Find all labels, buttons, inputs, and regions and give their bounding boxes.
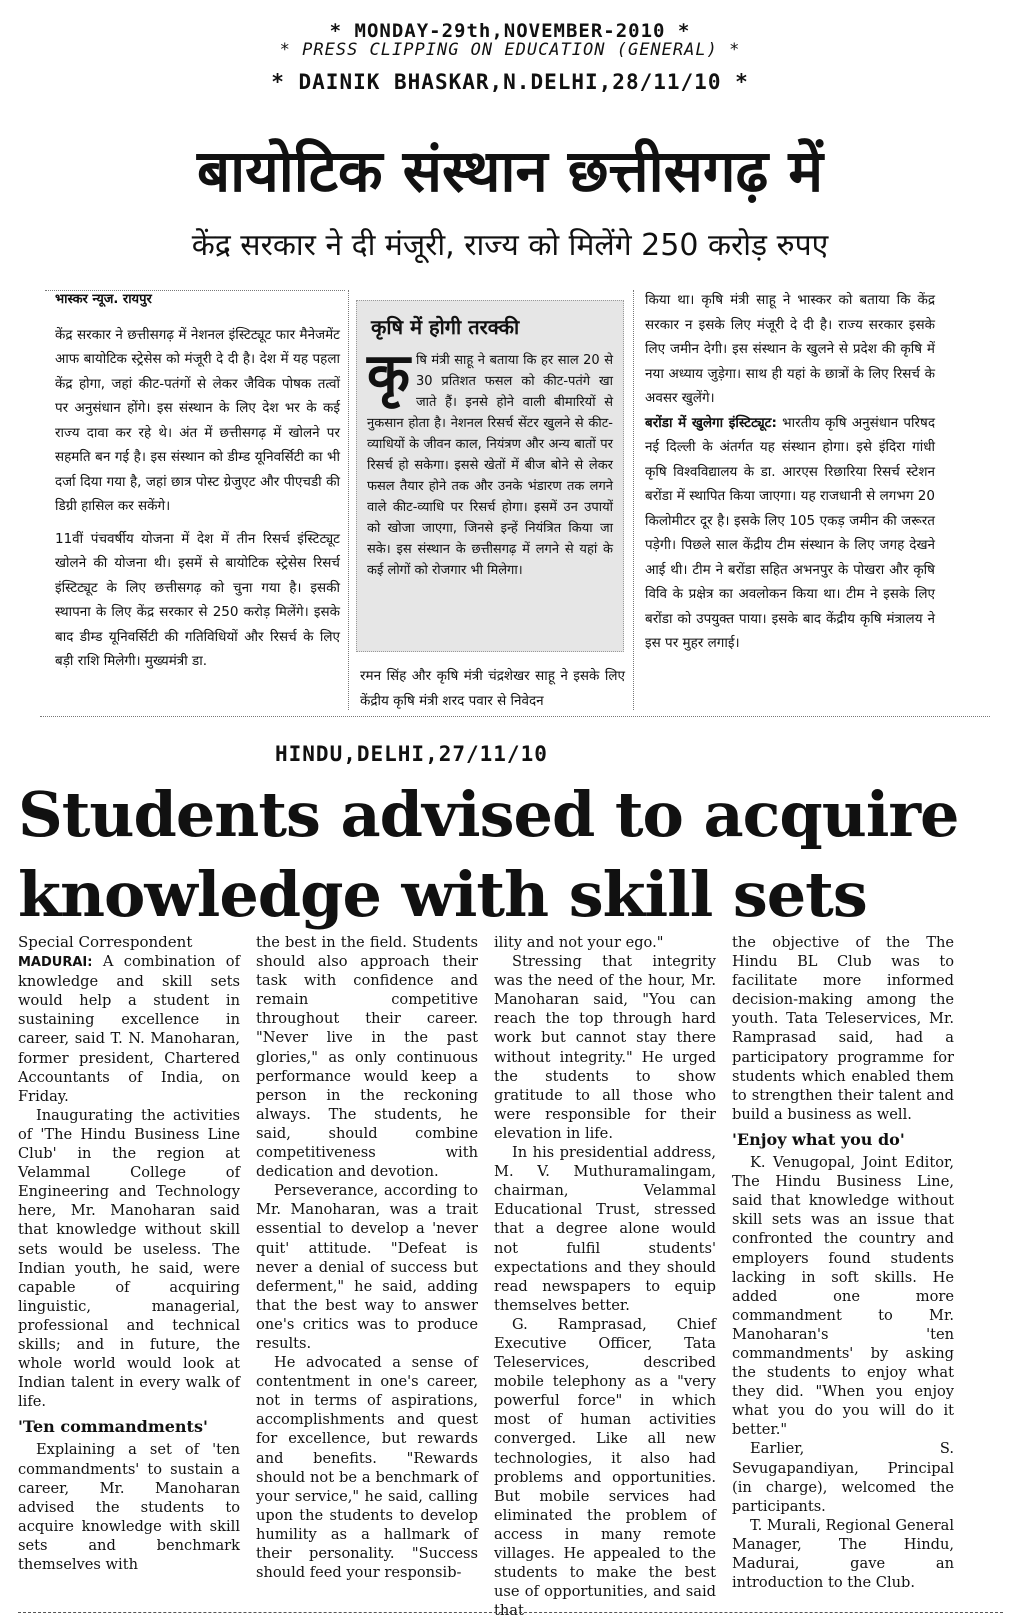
english-paragraph: In his presidential address, M. V. Muthuramalingam, chairman, Velammal Educational Trust, stressed that a degree alone would not fulfil students' expectations and they should read newspapers to equip themselves better. <box>494 1144 716 1314</box>
english-paragraph: the best in the field. Students should also approach their task with confidence and remain competitive throughout their career. "Never live in the past glories," as only continuous performance would keep a person in the reckoning always. The students, he said, should combine competitiveness with dedication and devotion. <box>256 934 478 1181</box>
clipping-date: * MONDAY-29th,NOVEMBER-2010 * <box>329 20 691 42</box>
english-paragraph: K. Venugopal, Joint Editor, The Hindu Business Line, said that knowledge without skill sets was an issue that confronted the country and employers found students lacking in soft skills. He added one more commandment to Mr. Manoharan's 'ten commandments' by asking the students to enjoy what they did. "When you enjoy what you do you will do it better." <box>732 1154 954 1439</box>
sidebar-box-body <box>367 342 613 581</box>
english-paragraph: the objective of the The Hindu BL Club was to facilitate more informed decision-making among the youth. Tata Teleservices, Mr. Ramprasad said, had a participatory programme for students which enabled them to strengthen their talent and build a business as well. <box>732 934 954 1123</box>
rule <box>45 290 345 291</box>
english-paragraph: G. Ramprasad, Chief Executive Officer, Tata Teleservices, described mobile telephony as a "very powerful force" in which most of human activities converged. Like all new technologies, it also had problems and opportunities. But mobile services had eliminated the problem of access in many remote villages. He appealed to the students to make the best use of opportunities, and said that <box>494 1315 716 1620</box>
hindi-byline: भास्कर न्यूज. रायपुर <box>55 292 152 307</box>
english-paragraph: Earlier, S. Sevugapandiyan, Principal (in charge), welcomed the participants. <box>732 1440 954 1515</box>
dateline: MADURAI: <box>18 955 93 971</box>
english-subhead: 'Enjoy what you do' <box>732 1129 905 1149</box>
english-column-1 <box>18 933 240 1574</box>
hindi-subheadline: केंद्र सरकार ने दी मंजूरी, राज्य को मिलेंगे 250 करोड़ रुपए <box>191 228 829 263</box>
bottom-rule <box>18 1612 1003 1613</box>
hindi-sidebar-box <box>356 300 624 652</box>
headline-line: Students advised to acquire <box>18 778 959 851</box>
english-paragraph: A combination of knowledge and skill sets would help a student in sustaining excellence in career, said T. N. Manoharan, former president, Chartered Accountants of India, on Friday. <box>18 953 240 1105</box>
english-paragraph: Inaugurating the activities of 'The Hindu Business Line Club' in the region at Velammal College of Engineering and Technology here, Mr. Manoharan said that knowledge without skill sets would be useless. The Indian youth, he said, were capable of acquiring linguistic, managerial, professional and technical skills; and in future, the whole world would look at Indian talent in every walk of life. <box>18 1106 240 1411</box>
hindi-paragraph: केंद्र सरकार ने छत्तीसगढ़ में नेशनल इंस्टिट्यूट फार मैनेजमेंट आफ बायोटिक स्ट्रेसेस को मंजूरी दे दी है। देश में यह पहला केंद्र होगा, जहां कीट-पतंगों से लेकर जैविक पोषक तत्वों पर अनुसंधान होंगे। इस संस्थान के लिए देश भर के कई राज्य दावा कर रहे थे। अंत में छत्तीसगढ़ में खोलने पर सहमति बन गई है। इस संस्थान को डीम्ड यूनिवर्सिटी का भी दर्जा दिया गया है, जहां छात्र पोस्ट ग्रेजुएट और पीएचडी की डिग्री हासिल कर सकेंगे। <box>55 326 340 514</box>
sidebar-box-title: कृषि में होगी तरक्की <box>371 315 520 339</box>
hindi-column-2-bottom <box>360 664 625 713</box>
english-paragraph: T. Murali, Regional General Manager, The Hindu, Madurai, gave an introduction to the Club. <box>732 1516 954 1592</box>
english-paragraph: Stressing that integrity was the need of the hour, Mr. Manoharan said, "You can reach the top through hard work but cannot stay there without integrity." He urged the students to show gratitude to all those who were responsible for their elevation in life. <box>494 953 716 1142</box>
rule <box>40 716 990 717</box>
english-paragraph: Explaining a set of 'ten commandments' to sustain a career, Mr. Manoharan advised the students to acquire knowledge with skill sets and benchmark themselves with <box>18 1441 240 1573</box>
english-byline: Special Correspondent <box>18 933 193 951</box>
hindi-column-3 <box>645 288 935 656</box>
column-divider <box>633 290 634 710</box>
english-column-3 <box>494 933 716 1620</box>
source-hindu: HINDU,DELHI,27/11/10 <box>275 742 548 766</box>
hindi-paragraph: किया था। कृषि मंत्री साहू ने भास्कर को बताया कि केंद्र सरकार न इसके लिए मंजूरी दे दी है। राज्य सरकार इसके लिए जमीन देगी। इस संस्थान के खुलने से प्रदेश की कृषि में नया अध्याय जुड़ेगा। साथ ही यहां के छात्रों के लिए रिसर्च के अवसर खुलेंगे। <box>645 292 935 406</box>
source-dainik-bhaskar: * DAINIK BHASKAR,N.DELHI,28/11/10 * <box>271 70 749 94</box>
hindi-column-1 <box>55 288 340 674</box>
english-paragraph: Perseverance, according to Mr. Manoharan, was a trait essential to develop a 'never quit' attitude. "Defeat is never a denial of success but deferment," he said, adding that the best way to answer one's critics was to produce results. <box>256 1182 478 1352</box>
hindi-paragraph: 11वीं पंचवर्षीय योजना में देश में तीन रिसर्च इंस्टिट्यूट खोलने की योजना थी। इसमें से बायोटिक स्ट्रेसेस रिसर्च इंस्टिट्यूट के लिए छत्तीसगढ़ को चुना गया है। इसकी स्थापना के लिए केंद्र सरकार से 250 करोड़ मिलेंगे। इसके बाद डीम्ड यूनिवर्सिटी की गतिविधियों और रिसर्च के लिए बड़ी राशि मिलेगी। मुख्यमंत्री डा. <box>55 530 340 669</box>
clipping-category: * PRESS CLIPPING ON EDUCATION (GENERAL) * <box>279 40 741 60</box>
dropcap: कृ <box>367 342 411 407</box>
headline-line: knowledge with skill sets <box>18 858 867 931</box>
hindi-paragraph: रमन सिंह और कृषि मंत्री चंद्रशेखर साहू ने इसके लिए केंद्रीय कृषि मंत्री शरद पवार से निवेदन <box>360 668 625 709</box>
english-column-4 <box>732 933 954 1592</box>
english-subhead: 'Ten commandments' <box>18 1417 208 1437</box>
english-column-2 <box>256 933 478 1582</box>
hindi-subhead: बरोंडा में खुलेगा इंस्टिट्यूट: <box>645 414 777 431</box>
hindi-paragraph: भारतीय कृषि अनुसंधान परिषद नई दिल्ली के अंतर्गत यह संस्थान होगा। इसे इंदिरा गांधी कृषि विश्वविद्यालय के डा. आरएस रिछारिया रिसर्च स्टेशन बरोंडा में स्थापित किया जाएगा। यह राजधानी से लगभग 20 किलोमीटर दूर है। इसके लिए 105 एकड़ जमीन की जरूरत पड़ेगी। पिछले साल केंद्रीय टीम संस्थान के लिए जगह देखने आई थी। टीम ने बरोंडा सहित अभनपुर के पोखरा और कृषि विवि के प्रक्षेत्र का अवलोकन किया था। टीम ने इसके लिए बरोंडा को उपयुक्त पाया। इसके बाद केंद्रीय कृषि मंत्रालय ने इस पर मुहर लगाई। <box>645 414 936 651</box>
english-paragraph: ility and not your ego." <box>494 934 664 951</box>
english-headline <box>18 775 1018 935</box>
sidebar-box-text: षि मंत्री साहू ने बताया कि हर साल 20 से 30 प्रतिशत फसल को कीट-पतंगे खा जाते हैं। इनसे होने वाली बीमारियों से नुकसान होता है। नेशनल रिसर्च सेंटर खुलने से कीट-व्याधियों के जीवन काल, नियंत्रण और अन्य बातों पर रिसर्च हो सकेगा। इससे खेतों में बीज बोने से लेकर फसल तैयार होने तक और उनके भंडारण तक लगने वाले कीट-व्याधि पर रिसर्च होगा। इसमें उन उपायों को खोजा जाएगा, जिनसे इन्हें नियंत्रित किया जा सके। इस संस्थान के छत्तीसगढ़ में लगने से यहां के कई लोगों को रोजगार भी मिलेगा। <box>367 353 613 578</box>
english-paragraph: He advocated a sense of contentment in one's career, not in terms of aspirations, accomplishments and quest for excellence, but rewards and benefits. "Rewards should not be a benchmark of your service," he said, calling upon the students to develop humility as a hallmark of their personality. "Success should feed your responsib- <box>256 1354 478 1582</box>
hindi-headline: बायोटिक संस्थान छत्तीसगढ़ में <box>196 137 824 205</box>
column-divider <box>348 290 349 710</box>
